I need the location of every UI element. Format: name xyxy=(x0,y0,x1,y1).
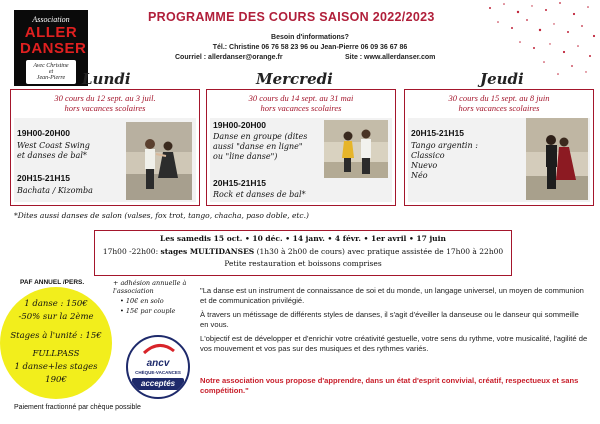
ancv-subtitle: CHÈQUE-VACANCES xyxy=(135,370,181,375)
course-desc-line: West Coast Swing xyxy=(17,141,90,150)
adhesion-note xyxy=(113,279,193,295)
logo-subtitle xyxy=(26,63,76,81)
saturday-hours: 17h00 -22h00: xyxy=(102,247,161,256)
course-time: 20H15-21H15 xyxy=(213,178,266,188)
paf-label: PAF ANNUEL /PERS. xyxy=(20,279,85,286)
course-range xyxy=(409,93,589,113)
day-heading-lundi: Lundi xyxy=(82,70,131,88)
course-time: 20H15-21H15 xyxy=(411,128,464,138)
course-desc-line: Tango argentin : xyxy=(411,141,478,150)
course-box-jeudi xyxy=(404,89,594,206)
course-range-dates: 30 cours du 14 sept. au 31 mai xyxy=(248,93,354,103)
logo-association-text: Association xyxy=(32,15,70,24)
course-description: Bachata / Kizomba xyxy=(17,186,93,195)
payment-note: Paiement fractionné par chèque possible xyxy=(14,404,141,411)
price-circle xyxy=(0,287,112,399)
text-paragraph-4: Notre association vous propose d'apprendre, dans un état d'esprit convivial, créatif, respectueux et sans compétition." xyxy=(200,376,579,396)
course-desc-line: Classico xyxy=(411,151,445,160)
course-desc-line: Danse en groupe (dites xyxy=(213,132,308,141)
adhesion-couple: • 15€ par couple xyxy=(120,307,176,315)
course-range-note: hors vacances scolaires xyxy=(458,103,540,113)
course-description xyxy=(213,132,307,162)
price-line: 1 danse : 150€ xyxy=(24,299,88,309)
day-heading-mercredi: Mercredi xyxy=(256,70,333,88)
adhesion-line: l'association xyxy=(113,287,154,295)
saturday-schedule xyxy=(95,247,511,256)
saturday-dates: Les samedis 15 oct. • 10 déc. • 14 janv. • 4 févr. • 1er avril • 17 juin xyxy=(160,234,446,243)
adhesion-line: + adhésion annuelle à xyxy=(113,279,187,287)
decorative-dots xyxy=(470,0,600,80)
email-site-line xyxy=(175,54,475,61)
footnote: *Dites aussi danses de salon (valses, fox trot, tango, chacha, paso doble, etc.) xyxy=(14,211,309,220)
day-heading-jeudi: Jeudi xyxy=(480,70,524,88)
ancv-accepted-label: acceptés xyxy=(132,378,184,390)
course-description: Rock et danses de bal* xyxy=(213,190,306,199)
info-line: Besoin d'informations? xyxy=(271,34,349,41)
text-paragraph-1: "La danse est un instrument de connaissance de soi et du monde, un langage universel, un moyen de communion et de communication privilégié. xyxy=(200,286,584,306)
course-details-panel xyxy=(14,118,196,202)
phone-line: Tél.: Christine 06 76 58 23 96 ou Jean-Pierre 06 09 36 67 86 xyxy=(212,44,408,51)
price-line: 190€ xyxy=(45,375,67,385)
course-desc-line: Néo xyxy=(411,171,428,180)
price-line: FULLPASS xyxy=(32,349,80,359)
course-range-dates: 30 cours du 15 sept. au 8 juin xyxy=(448,93,550,103)
price-line: Stages à l'unité : 15€ xyxy=(10,331,102,341)
saturday-stage-name: stages MULTIDANSES xyxy=(160,247,255,256)
ancv-name: ancv xyxy=(146,358,170,369)
email-text: Courriel : allerdanser@orange.fr xyxy=(175,54,283,61)
adhesion-solo: • 10€ en solo xyxy=(120,297,164,305)
course-range-dates: 30 cours du 12 sept. au 3 juil. xyxy=(54,93,156,103)
saturday-stages-box xyxy=(94,230,512,276)
course-desc-line: ou "line danse") xyxy=(213,152,278,161)
course-description xyxy=(17,141,90,161)
course-description xyxy=(411,141,478,181)
course-details-panel xyxy=(210,118,392,202)
course-time: 19H00-20H00 xyxy=(213,120,266,130)
ancv-swoosh-icon xyxy=(142,343,176,357)
dance-couple-photo xyxy=(324,120,388,178)
text-paragraph-2: À travers un métissage de différents styles de danses, il s'agit d'éveiller la danseuse ou le danseur qui sommeille en vous. xyxy=(200,310,579,330)
course-details-panel xyxy=(408,118,590,202)
tango-couple-photo xyxy=(526,118,588,200)
course-range xyxy=(211,93,391,113)
logo-subtitle-panel xyxy=(26,60,76,84)
course-range-note: hors vacances scolaires xyxy=(64,103,146,113)
course-desc-line: Nuevo xyxy=(411,161,438,170)
logo-sub-line-1: Avec Christine xyxy=(33,63,69,69)
ancv-badge xyxy=(126,335,190,399)
logo-sub-line-3: Jean-Pierre xyxy=(36,75,66,81)
price-line: 1 danse+les stages xyxy=(14,362,98,372)
logo-sub-line-2: et xyxy=(48,69,54,75)
website-text: Site : www.allerdanser.com xyxy=(345,54,436,61)
course-range-note: hors vacances scolaires xyxy=(260,103,342,113)
saturday-details: (1h30 à 2h00 de cours) avec pratique assistée de 17h00 à 22h00 xyxy=(254,247,504,256)
saturday-catering: Petite restauration et boissons comprises xyxy=(224,259,382,268)
association-logo xyxy=(14,10,88,86)
course-desc-line: aussi "danse en ligne" xyxy=(213,142,303,151)
course-box-lundi xyxy=(10,89,200,206)
logo-aller: ALLER xyxy=(24,24,78,41)
page-title: PROGRAMME DES COURS SAISON 2022/2023 xyxy=(148,10,435,24)
logo-danser: DANSER xyxy=(20,40,87,57)
text-paragraph-3: L'objectif est de développer et d'enrichir votre créativité gestuelle, votre sens du rythme, votre musicalité, l'agilité de vos mouvement et vos pas sur des musiques et des rythmes variés. xyxy=(200,334,588,354)
course-desc-line: et danses de bal* xyxy=(17,151,87,160)
course-time: 19H00-20H00 xyxy=(17,128,70,138)
course-time: 20H15-21H15 xyxy=(17,173,70,183)
course-box-mercredi xyxy=(206,89,396,206)
dance-couple-photo xyxy=(126,122,192,200)
price-line: -50% sur la 2ème xyxy=(18,312,94,322)
course-range xyxy=(15,93,195,113)
